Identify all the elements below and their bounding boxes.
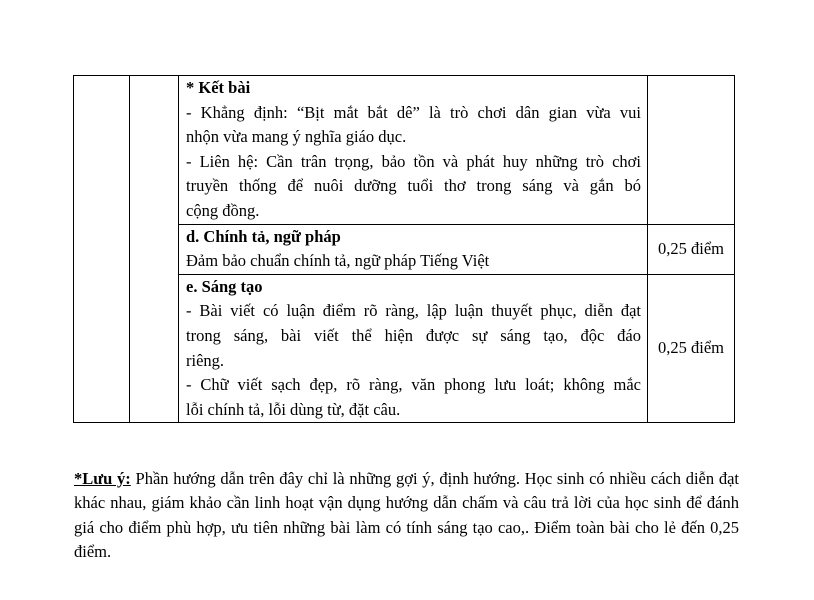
score-cell: 0,25 điểm <box>648 274 735 423</box>
score-cell <box>648 76 735 225</box>
row-heading: e. Sáng tạo <box>186 276 263 296</box>
criteria-line: riêng. <box>186 350 225 370</box>
criteria-line: trong sáng, bài viết thể hiện được sự sáng tạo, độc đáo <box>186 325 641 345</box>
criteria-cell <box>179 274 648 423</box>
criteria-line: nhộn vừa mang ý nghĩa giáo dục. <box>186 127 407 147</box>
grading-rubric-table <box>73 75 735 423</box>
empty-cell-col1 <box>74 76 130 423</box>
criteria-line: cộng đồng. <box>186 200 260 220</box>
criteria-line: Đảm bảo chuẩn chính tả, ngữ pháp Tiếng Việt <box>186 251 490 271</box>
criteria-line: truyền thống để nuôi dưỡng tuổi thơ trong sáng và gắn bó <box>186 176 641 196</box>
note-paragraph <box>74 467 739 565</box>
row-heading: d. Chính tả, ngữ pháp <box>186 226 341 246</box>
note-label: *Lưu ý: <box>74 468 131 488</box>
row-heading: * Kết bài <box>186 78 251 97</box>
note-text: Phần hướng dẫn trên đây chỉ là những gợi ý, định hướng. Học sinh có nhiều cách diễn đạt khác nhau, giám khảo cần linh hoạt vận dụng hướng dẫn chấm và câu trả lời của học sinh để đánh giá cho điểm phù hợp, ưu tiên những bài làm có tính sáng tạo cao,. Điểm toàn bài cho lẻ đến 0,25 điểm. <box>74 468 739 562</box>
criteria-cell <box>179 224 648 274</box>
table-row-conclusion <box>74 76 735 225</box>
criteria-line: - Chữ viết sạch đẹp, rõ ràng, văn phong lưu loát; không mắc <box>186 375 641 395</box>
criteria-line: - Bài viết có luận điểm rõ ràng, lập luận thuyết phục, diễn đạt <box>186 301 641 321</box>
criteria-line: - Khẳng định: “Bịt mắt bắt dê” là trò chơi dân gian vừa vui <box>186 102 641 122</box>
score-cell: 0,25 điểm <box>648 224 735 274</box>
empty-cell-col2 <box>130 76 179 423</box>
criteria-line: lỗi chính tả, lỗi dùng từ, đặt câu. <box>186 399 401 419</box>
criteria-cell <box>179 76 648 225</box>
criteria-line: - Liên hệ: Cần trân trọng, bảo tồn và phát huy những trò chơi <box>186 151 641 171</box>
